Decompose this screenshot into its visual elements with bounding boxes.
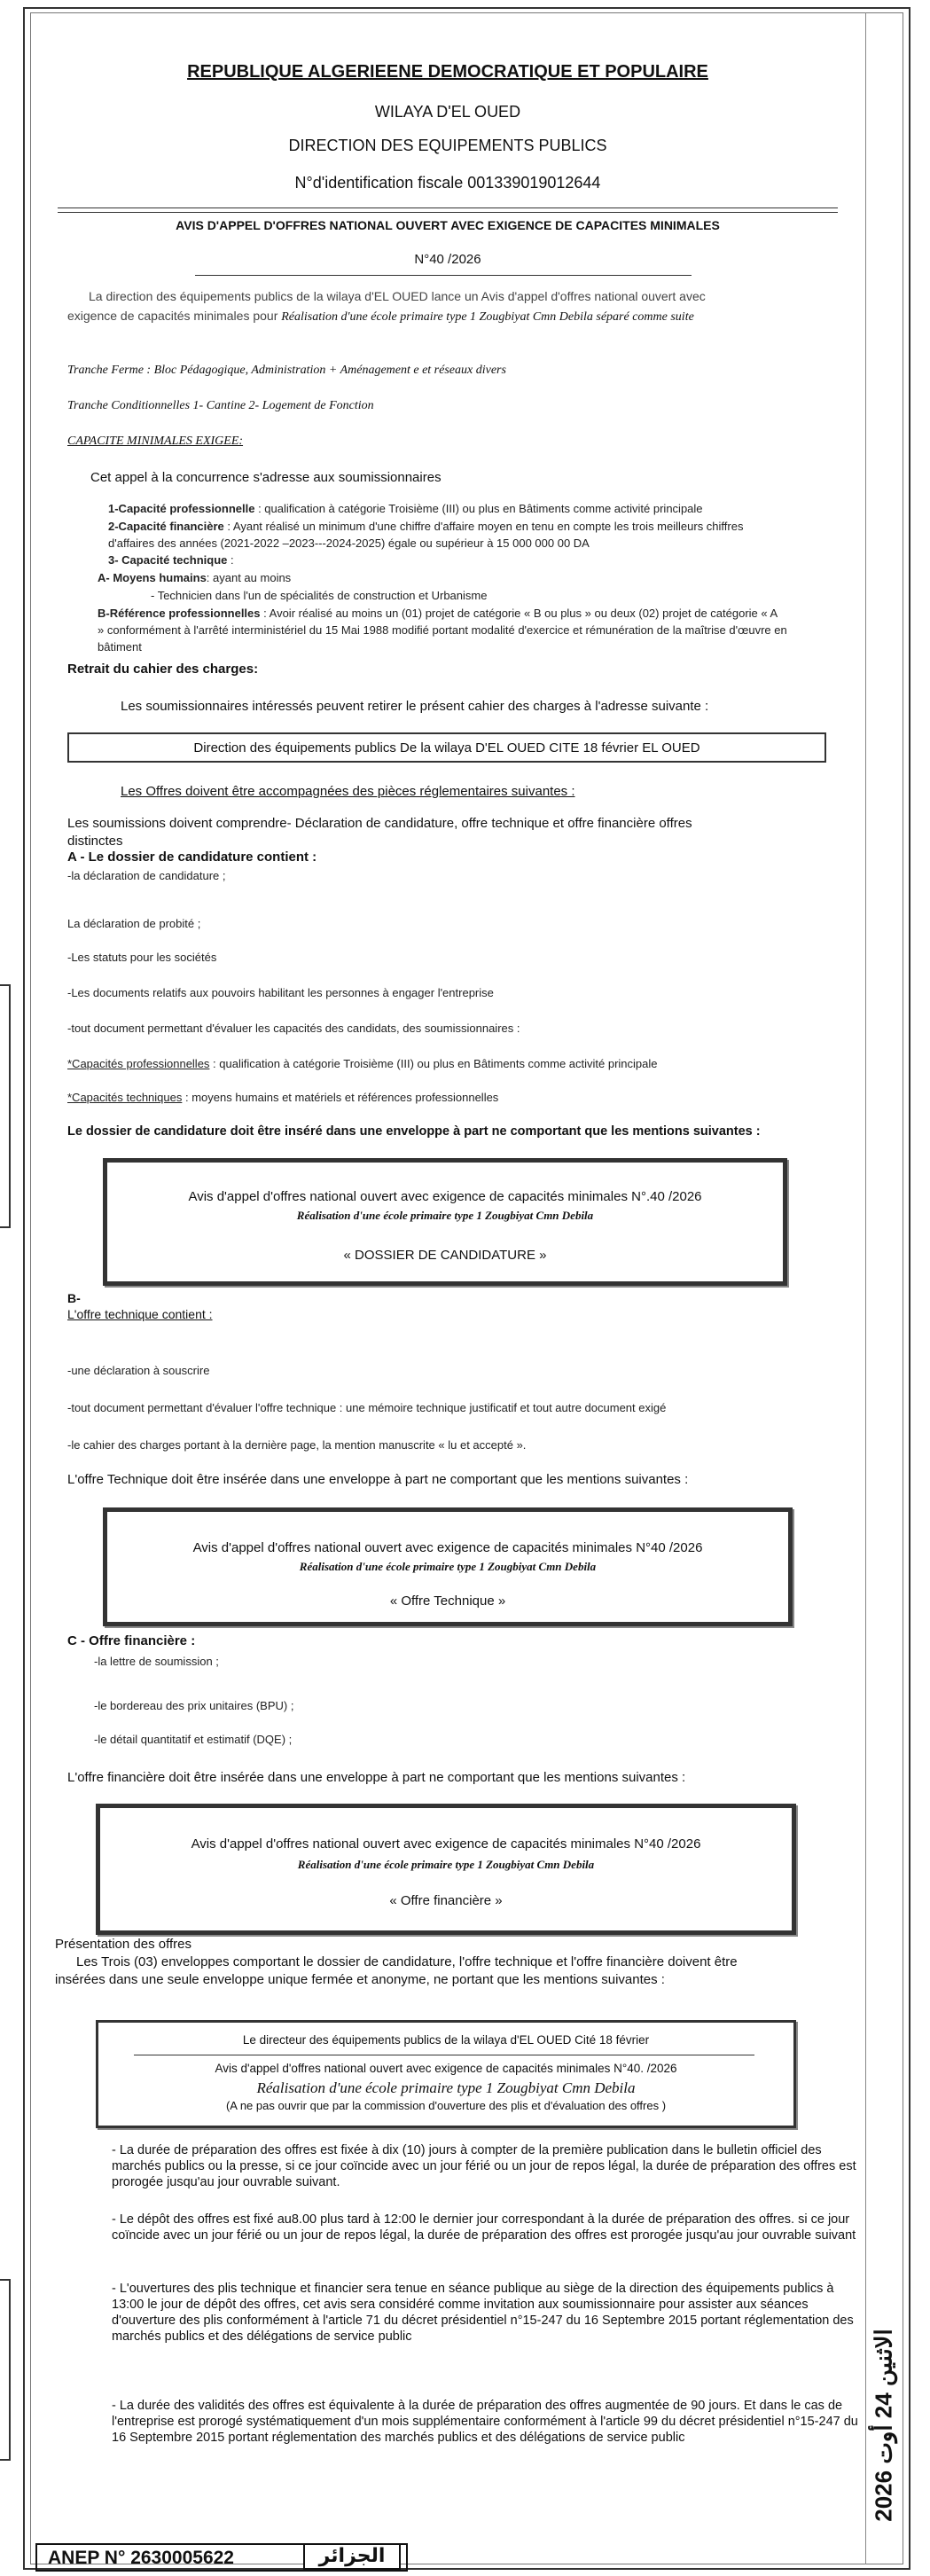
capacites-techniques	[67, 1091, 498, 1104]
capacite-item-3-label: 3- Capacité technique	[108, 553, 228, 567]
dossier-item: -la déclaration de candidature ;	[67, 869, 226, 882]
capacites-professionnelles-text: : qualification à catégorie Troisième (III) ou plus en Bâtiments comme activité principale	[209, 1057, 658, 1070]
capacite-item-3-text: :	[227, 553, 234, 567]
technique-item: -tout document permettant d'évaluer l'offre technique : une mémoire technique justificatif et tout autre document exigé	[67, 1401, 667, 1414]
right-margin-strip	[865, 12, 903, 2564]
publication-date-stamp	[866, 2314, 902, 2536]
footer-anep-box	[35, 2543, 408, 2572]
envelope-line-3: Réalisation d'une école primaire type 1 Zougbiyat Cmn Debila	[256, 2079, 636, 2096]
offre-technique-b: B-	[67, 1291, 81, 1305]
moyens-humains-sub: - Technicien dans l'un de spécialités de construction et Urbanisme	[151, 589, 488, 602]
anep-number: ANEP N° 2630005622	[48, 2548, 234, 2568]
envelope-line-4: (A ne pas ouvrir que par la commission d'ouverture des plis et d'évaluation des offres )	[225, 2099, 667, 2112]
capacite-intro: Cet appel à la concurrence s'adresse aux soumissionnaires	[90, 470, 442, 485]
financiere-item: -le détail quantitatif et estimatif (DQE) ;	[94, 1733, 293, 1746]
presentation-text-1: Les Trois (03) enveloppes comportant le dossier de candidature, l'offre technique et l'offre financière doivent être	[76, 1954, 738, 1969]
technique-envelope-instruction: L'offre Technique doit être insérée dans une enveloppe à part ne comportant que les mentions suivantes :	[67, 1472, 689, 1487]
pieces-intro-1: Les soumissions doivent comprendre- Déclaration de candidature, offre technique et offre financière offres	[67, 816, 692, 831]
pieces-intro-2: distinctes	[67, 834, 123, 849]
capacite-item-3	[108, 553, 234, 567]
newspaper-logo	[303, 2543, 401, 2570]
envelope-line-1: Avis d'appel d'offres national ouvert avec exigence de capacités minimales N°.40 /2026	[188, 1189, 702, 1204]
notice-number: N°40 /2026	[414, 252, 481, 267]
offre-financiere-heading: C - Offre financière :	[67, 1633, 196, 1648]
capacite-item-2-text: : Ayant réalisé un minimum d'une chiffre d'affaire moyen en tenu en compte les trois meilleurs chiffres	[223, 520, 744, 533]
envelope-line-1: Avis d'appel d'offres national ouvert avec exigence de capacités minimales N°40 /2026	[191, 1836, 701, 1852]
project-name: Réalisation d'une école primaire type 1 Zougbiyat Cmn Debila séparé comme suite	[281, 310, 694, 324]
moyens-humains	[98, 571, 291, 584]
paragraph-depot-offres: - Le dépôt des offres est fixé au8.00 plus tard à 12:00 le dernier jour correspondant à la durée de préparation des offres. si ce jour coïncide avec un jour férié ou un jour de repos légal, la durée de préparation des offres est prorogée jusqu'au jour ouvrable suivant	[112, 2212, 856, 2243]
capacite-heading: CAPACITE MINIMALES EXIGEE:	[67, 435, 244, 448]
fiscal-id: N°d'identification fiscale 001339019012644	[294, 174, 601, 192]
address-box	[67, 732, 826, 763]
notice-title: AVIS D'APPEL D'OFFRES NATIONAL OUVERT AVEC EXIGENCE DE CAPACITES MINIMALES	[176, 218, 720, 232]
dossier-item: -Les documents relatifs aux pouvoirs habilitant les personnes à engager l'entreprise	[67, 986, 494, 999]
envelope-line-1: Le directeur des équipements publics de la wilaya d'EL OUED Cité 18 février	[242, 2033, 650, 2047]
capacite-item-2-label: 2-Capacité financière	[108, 520, 224, 533]
dossier-item: La déclaration de probité ;	[67, 917, 201, 930]
capacites-professionnelles-label: *Capacités professionnelles	[67, 1057, 210, 1070]
moyens-humains-text: : ayant au moins	[206, 571, 292, 584]
paragraph-ouverture-plis: - L'ouvertures des plis technique et financier sera tenue en séance publique au siège de la direction des équipements publics à 13:00 le jour de dépôt des offres, cet avis sera considéré comme invitation aux soumissionnaire pour assister aux séances d'ouverture des plis conformément à l'article 71 du décret présidentiel n°15-247 du 16 Septembre 2015 portant réglementation des marchés publics et des délégations de service public	[112, 2282, 854, 2344]
moyens-humains-label: A- Moyens humains	[98, 571, 207, 584]
envelope-line-2: Réalisation d'une école primaire type 1 Zougbiyat Cmn Debila	[296, 1209, 594, 1222]
capacites-techniques-text: : moyens humains et matériels et références professionnelles	[182, 1091, 499, 1104]
envelope-line-2: Réalisation d'une école primaire type 1 Zougbiyat Cmn Debila	[297, 1858, 595, 1871]
notice-content	[35, 0, 860, 2576]
tranche-conditionnelle: Tranche Conditionnelles 1- Cantine 2- Logement de Fonction	[67, 399, 374, 412]
tranche-ferme: Tranche Ferme : Bloc Pédagogique, Administration + Aménagement e et réseaux divers	[67, 364, 506, 377]
technique-item: -le cahier des charges portant à la dernière page, la mention manuscrite « lu et accepté ».	[67, 1438, 527, 1452]
paragraph-duree-preparation: - La durée de préparation des offres est fixée à dix (10) jours à compter de la première publication dans le bulletin officiel des marchés publics ou la presse, si ce jour coïncide avec un jour férié ou un jour de repos légal, la durée de préparation des offres est prorogée jusqu'au jour ouvrable suivant.	[112, 2143, 856, 2189]
envelope-offre-financiere	[96, 1804, 796, 1935]
left-edge-tab	[0, 984, 11, 1228]
retrait-address: Direction des équipements publics De la wilaya D'EL OUED CITE 18 février EL OUED	[193, 740, 700, 756]
publication-date: الاثنين 24 أوت 2026	[870, 2329, 897, 2522]
envelope-unique	[96, 2020, 796, 2128]
dossier-heading: A - Le dossier de candidature contient :	[67, 850, 317, 865]
references-text: : Avoir réalisé au moins un (01) projet de catégorie « B ou plus » ou deux (02) projet de catégorie « A	[260, 607, 778, 620]
intro-line-1: La direction des équipements publics de la wilaya d'EL OUED lance un Avis d'appel d'offres national ouvert avec	[89, 289, 706, 303]
technique-item: -une déclaration à souscrire	[67, 1364, 210, 1377]
financiere-envelope-instruction: L'offre financière doit être insérée dans une enveloppe à part ne comportant que les mentions suivantes :	[67, 1770, 686, 1785]
references-label: B-Référence professionnelles	[98, 607, 261, 620]
presentation-text-2: insérées dans une seule enveloppe unique fermée et anonyme, ne portant que les mentions suivantes :	[55, 1972, 665, 1987]
references-line-3: bâtiment	[98, 640, 142, 654]
capacites-techniques-label: *Capacités techniques	[67, 1091, 183, 1104]
capacite-item-1-label: 1-Capacité professionnelle	[108, 502, 255, 515]
capacite-item-1-text: : qualification à catégorie Troisième (III) ou plus en Bâtiments comme activité principale	[254, 502, 703, 515]
capacite-item-1	[108, 502, 703, 515]
financiere-item: -la lettre de soumission ;	[94, 1655, 219, 1668]
envelope-line-3: « Offre financière »	[389, 1893, 503, 1908]
dossier-item: -tout document permettant d'évaluer les capacités des candidats, des soumissionnaires :	[67, 1022, 520, 1035]
envelope-line-2: Avis d'appel d'offres national ouvert avec exigence de capacités minimales N°40. /2026	[215, 2062, 677, 2075]
offre-technique-heading: L'offre technique contient :	[67, 1307, 213, 1321]
capacites-professionnelles	[67, 1057, 658, 1070]
envelope-line-3: « DOSSIER DE CANDIDATURE »	[343, 1248, 547, 1263]
paragraph-validite-offres: - La durée des validités des offres est équivalente à la durée de préparation des offres augmentée de 90 jours. Et dans le cas de l'entreprise est prorogé systématiquement d'un mois supplémentaire conformément à l'article 99 du décret présidentiel n°15-247 du 16 Septembre 2015 portant réglementation des marchés publics et des délégations de service public	[112, 2399, 858, 2445]
envelope-dossier-candidature	[103, 1158, 787, 1286]
pieces-heading: Les Offres doivent être accompagnées des pièces réglementaires suivantes :	[121, 784, 575, 799]
intro-line-2-prefix: exigence de capacités minimales pour	[67, 309, 282, 323]
left-edge-tab	[0, 2279, 11, 2461]
wilaya-title: WILAYA D'EL OUED	[374, 103, 521, 121]
envelope-line-2: Réalisation d'une école primaire type 1 Zougbiyat Cmn Debila	[299, 1560, 597, 1573]
envelope-offre-technique	[103, 1507, 793, 1626]
republic-title: REPUBLIQUE ALGERIEENE DEMOCRATIQUE ET POPULAIRE	[187, 62, 708, 82]
financiere-item: -le bordereau des prix unitaires (BPU) ;	[94, 1699, 294, 1712]
intro-line-2	[67, 309, 694, 325]
direction-title: DIRECTION DES EQUIPEMENTS PUBLICS	[288, 137, 607, 154]
retrait-heading: Retrait du cahier des charges:	[67, 662, 259, 677]
header-divider	[58, 207, 838, 213]
dossier-item: -Les statuts pour les sociétés	[67, 951, 217, 964]
references-line-2: » conformément à l'arrêté interministériel du 15 Mai 1988 modifié portant modalité d'exercice et rémunération de la maîtrise d'œuvre en	[98, 623, 787, 637]
capacite-item-2	[108, 520, 743, 533]
dossier-envelope-instruction: Le dossier de candidature doit être inséré dans une enveloppe à part ne comportant que les mentions suivantes :	[67, 1124, 761, 1139]
retrait-text: Les soumissionnaires intéressés peuvent retirer le présent cahier des charges à l'adresse suivante :	[121, 699, 709, 714]
newspaper-name: الجزائر	[318, 2545, 386, 2567]
envelope-line-3: « Offre Technique »	[389, 1593, 506, 1609]
envelope-line-1: Avis d'appel d'offres national ouvert avec exigence de capacités minimales N°40 /2026	[192, 1540, 703, 1555]
references	[98, 607, 778, 620]
presentation-heading: Présentation des offres	[55, 1937, 191, 1952]
capacite-item-2-line-2: d'affaires des années (2021-2022 –2023---2024-2025) égale ou supérieur à 15 000 000 00 DA	[108, 536, 590, 550]
number-divider	[195, 275, 692, 276]
